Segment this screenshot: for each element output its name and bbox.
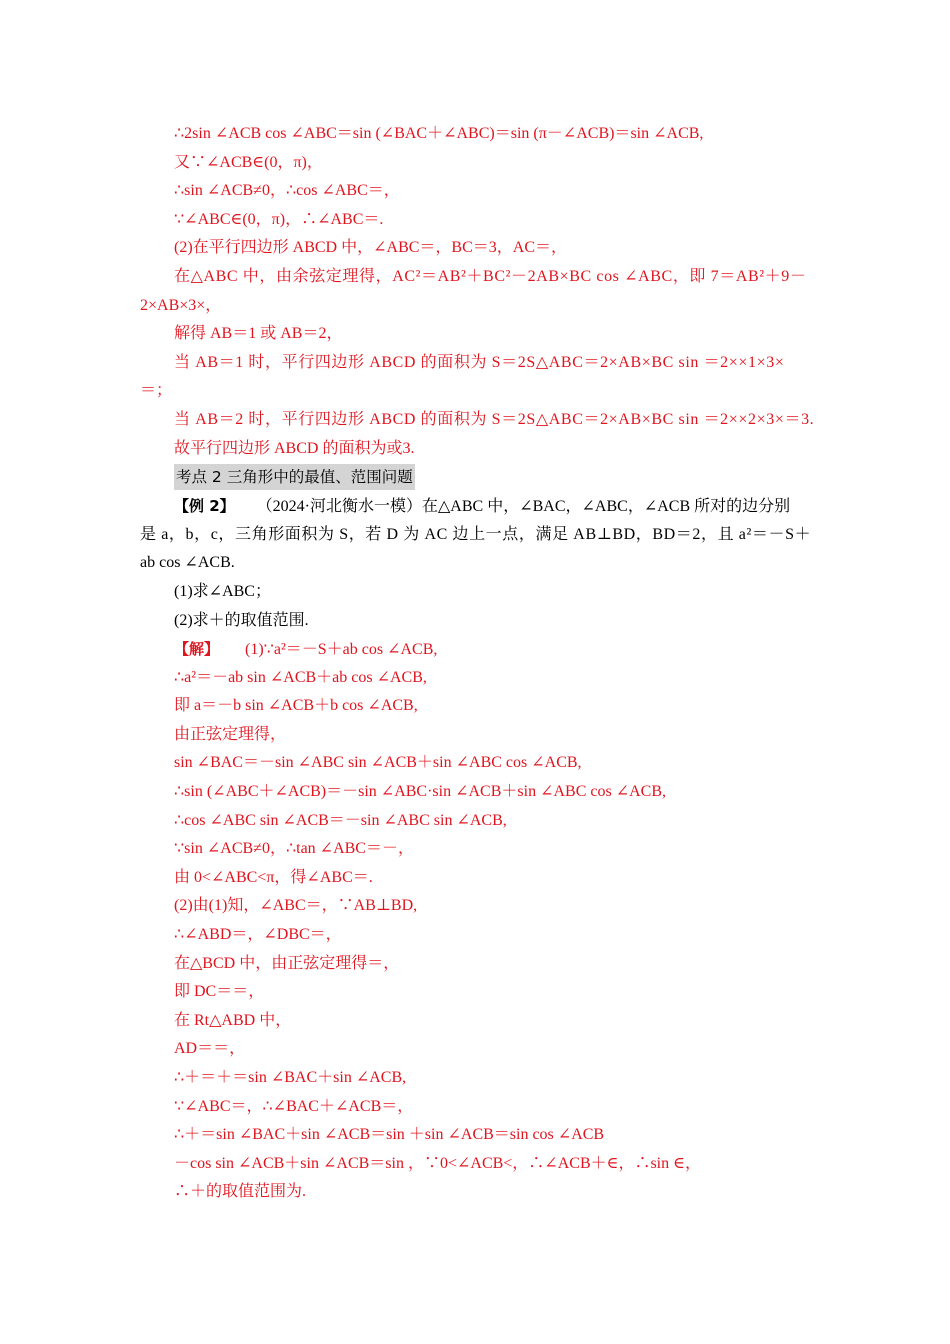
text-line: 故平行四边形 ABCD 的面积为或3. <box>174 439 415 457</box>
text-line: ∴＋的取值范围为. <box>174 1183 307 1201</box>
text-line: AD＝＝， <box>174 1040 246 1058</box>
text-line: 由 0<∠ABC<π，得∠ABC＝. <box>174 868 373 886</box>
text-line: 又∵∠ACB∈(0，π)， <box>174 153 323 171</box>
text-line: 即 DC＝＝， <box>174 983 265 1001</box>
text-line: ∵∠ABC＝，∴∠BAC＋∠ACB＝， <box>174 1097 414 1115</box>
text-line: ∴2sin ∠ACB cos ∠ABC＝sin (∠BAC＋∠ABC)＝sin (π－∠ACB)＝sin ∠ACB, <box>174 125 704 142</box>
text-line: ∴∠ABD＝，∠DBC＝， <box>174 926 342 944</box>
document-page <box>140 120 815 1207</box>
text-line: 在△BCD 中，由正弦定理得＝， <box>174 954 400 972</box>
text-line: 在△ABC 中，由余弦定理得，AC²＝AB²＋BC²－2AB×BC cos ∠ABC，即 7＝AB²＋9－ <box>174 267 807 285</box>
example-text: （2024·河北衡水一模）在△ABC 中，∠BAC，∠ABC，∠ACB 所对的边分别 <box>256 498 791 516</box>
text-line: (2)在平行四边形 ABCD 中，∠ABC＝，BC＝3，AC＝， <box>174 239 567 257</box>
text-line: ∴＋＝sin ∠BAC＋sin ∠ACB＝sin ＋sin ∠ACB＝sin cos ∠ACB <box>174 1126 605 1144</box>
section-heading-row <box>140 464 812 490</box>
text-line: 解得 AB＝1 或 AB＝2， <box>174 325 343 343</box>
text-line: 由正弦定理得， <box>174 725 287 743</box>
text-line: ab cos ∠ACB. <box>140 554 235 572</box>
text-line: 当 AB＝1 时，平行四边形 ABCD 的面积为 S＝2S△ABC＝2×AB×BC sin ＝2××1×3× <box>174 353 785 371</box>
text-line: 当 AB＝2 时，平行四边形 ABCD 的面积为 S＝2S△ABC＝2×AB×BC sin ＝2××2×3×＝3. <box>174 410 815 428</box>
text-line: ∵∠ABC∈(0，π)，∴∠ABC＝. <box>174 210 384 228</box>
text-line: (2)由(1)知，∠ABC＝，∵AB⊥BD, <box>174 897 418 915</box>
solution-first-line <box>140 635 812 664</box>
text-line: ∴sin ∠ACB≠0，∴cos ∠ABC＝， <box>174 182 400 200</box>
text-line: ∴sin (∠ABC＋∠ACB)＝－sin ∠ABC·sin ∠ACB＋sin ∠ABC cos ∠ACB, <box>174 783 667 801</box>
text-line: ∴＋＝＋＝sin ∠BAC＋sin ∠ACB, <box>174 1069 407 1086</box>
solution-1-tail <box>140 120 815 463</box>
solution-label: 【解】 <box>174 640 220 659</box>
example-2 <box>140 492 812 635</box>
solution-2 <box>140 635 812 1207</box>
text-line: ∴cos ∠ABC sin ∠ACB＝－sin ∠ABC sin ∠ACB, <box>174 811 507 829</box>
text-line: －cos sin ∠ACB＋sin ∠ACB＝sin ，∵0<∠ACB<，∴∠ACB＋∈，∴sin ∈， <box>174 1154 701 1172</box>
example-first-line <box>140 492 812 521</box>
text-line: 即 a＝－b sin ∠ACB＋b cos ∠ACB, <box>174 697 418 715</box>
text-line: 在 Rt△ABD 中， <box>174 1011 292 1029</box>
text-line: 2×AB×3×， <box>140 296 222 314</box>
text-line: ∵sin ∠ACB≠0，∴tan ∠ABC＝－， <box>174 840 414 858</box>
example-label: 【例 2】 <box>174 497 235 516</box>
text-line: (2)求＋的取值范围. <box>174 611 309 629</box>
text-line: (1)求∠ABC； <box>174 582 271 600</box>
text-line: sin ∠BAC＝－sin ∠ABC sin ∠ACB＋sin ∠ABC cos ∠ACB, <box>174 754 582 772</box>
text-line: 是 a，b，c，三角形面积为 S，若 D 为 AC 边上一点，满足 AB⊥BD，BD＝2，且 a²＝－S＋ <box>140 525 812 543</box>
section-heading: 考点 2 三角形中的最值、范围问题 <box>174 464 415 490</box>
text-line: ∴a²＝－ab sin ∠ACB＋ab cos ∠ACB, <box>174 668 427 686</box>
text-line: ＝； <box>140 382 173 400</box>
solution-text: (1)∵a²＝－S＋ab cos ∠ACB, <box>245 641 438 659</box>
